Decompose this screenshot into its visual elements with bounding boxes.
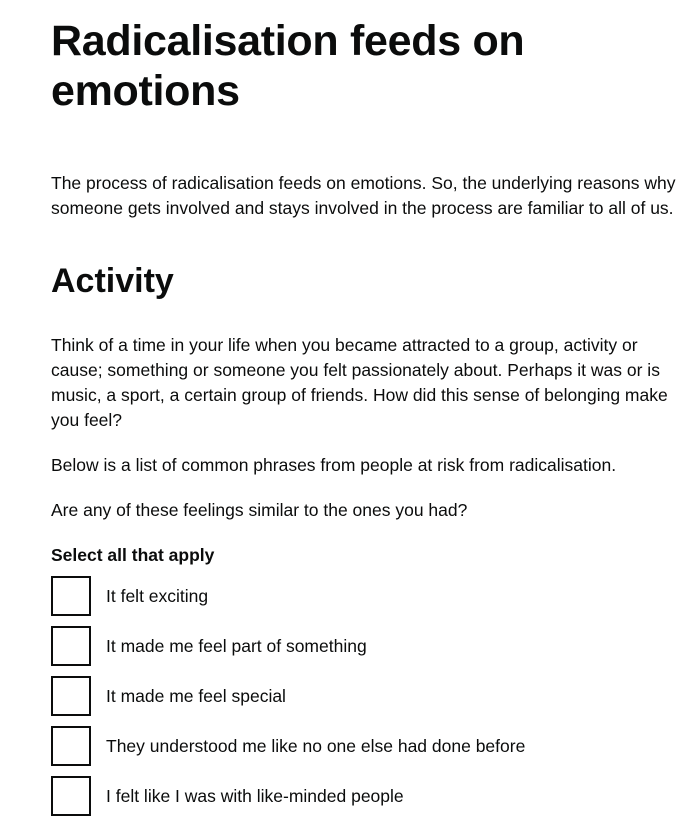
checkbox-group-legend: Select all that apply bbox=[51, 545, 215, 565]
activity-heading: Activity bbox=[51, 262, 174, 300]
checkbox[interactable] bbox=[51, 726, 91, 766]
activity-paragraph-1: Think of a time in your life when you became attracted to a group, activity or cause; something or someone you felt passionately about. Perhaps it was or is music, a sport, a certain group of friends. How did this sense of belonging make you feel? bbox=[51, 335, 668, 430]
checkbox-option-exciting[interactable] bbox=[51, 576, 681, 616]
activity-paragraph-2: Below is a list of common phrases from people at risk from radicalisation. bbox=[51, 455, 617, 475]
checkbox-option-like-minded[interactable] bbox=[51, 776, 681, 816]
checkbox-label[interactable]: It made me feel part of something bbox=[106, 635, 367, 656]
checkbox[interactable] bbox=[51, 576, 91, 616]
checkbox-label[interactable]: I felt like I was with like-minded people bbox=[106, 785, 404, 806]
intro-paragraph: The process of radicalisation feeds on emotions. So, the underlying reasons why someone gets involved and stays involved in the process are familiar to all of us. bbox=[51, 173, 676, 218]
checkbox[interactable] bbox=[51, 776, 91, 816]
checkbox-option-special[interactable] bbox=[51, 676, 681, 716]
checkbox-label[interactable]: It felt exciting bbox=[106, 585, 209, 606]
activity-paragraph-3: Are any of these feelings similar to the ones you had? bbox=[51, 500, 468, 520]
checkbox-option-part-of-something[interactable] bbox=[51, 626, 681, 666]
checkbox-label[interactable]: It made me feel special bbox=[106, 685, 286, 706]
feelings-checkbox-group bbox=[51, 543, 681, 826]
checkbox[interactable] bbox=[51, 626, 91, 666]
main-content bbox=[51, 0, 681, 826]
checkbox-label[interactable]: They understood me like no one else had done before bbox=[106, 735, 526, 756]
page-title: Radicalisation feeds on emotions bbox=[51, 17, 525, 115]
checkbox[interactable] bbox=[51, 676, 91, 716]
checkbox-option-understood[interactable] bbox=[51, 726, 681, 766]
